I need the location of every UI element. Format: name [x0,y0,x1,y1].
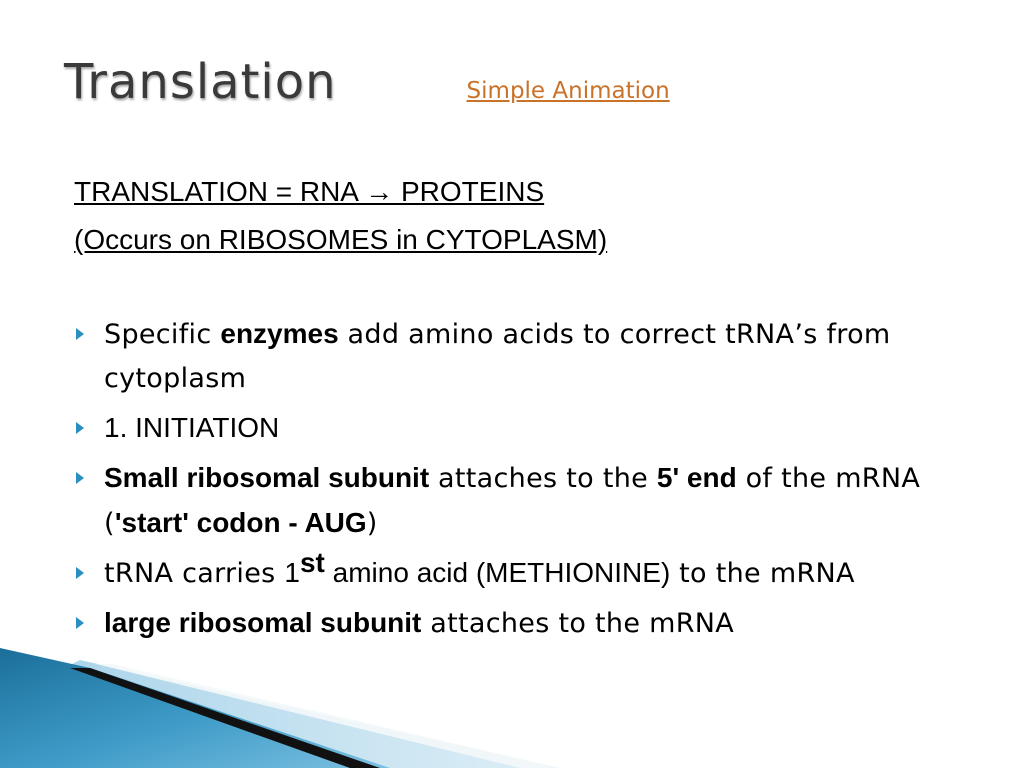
bullet-arrow-icon [76,567,84,579]
bullet-text: add amino acids to correct tRNA’s from cytoplasm [104,319,891,394]
corner-light-band [0,660,560,768]
bullet-text: Specific [104,319,221,350]
bullet-text: attaches to the [429,463,657,494]
bullet-text: 1 [284,557,300,588]
corner-white-stripe [96,664,560,768]
bullet-arrow-icon [76,422,84,434]
intro-line-translation: TRANSLATION = RNA → PROTEINS [74,176,545,207]
bullet-list [74,312,974,651]
bullet-text: 1. INITIATION [104,412,280,443]
bullet-text: attaches to the mRNA [421,608,735,639]
intro-line-location: (Occurs on RIBOSOMES in CYTOPLASM) [74,224,608,255]
slide-title: Translation [64,54,337,110]
bullet-text: amino acid (METHIONINE) [324,557,671,588]
bullet-bold-text: Small ribosomal subunit [104,462,430,493]
bullet-arrow-icon [76,617,84,629]
bullet-text: to the mRNA [670,558,855,589]
bullet-arrow-icon [76,472,84,484]
corner-blue-band [0,648,390,768]
bullet-small-subunit [74,456,974,546]
intro-block [74,168,607,264]
bullet-arrow-icon [76,328,84,340]
bullet-bold-text: large ribosomal subunit [104,607,422,638]
corner-dark-stripe [70,668,380,768]
bullet-large-subunit [74,601,974,646]
bullet-enzymes [74,312,974,401]
bullet-text: tRNA carries [104,558,285,589]
title-row [64,54,670,110]
simple-animation-link[interactable]: Simple Animation [466,78,670,104]
bullet-trna [74,547,974,596]
bullet-superscript: st [299,547,325,578]
bullet-bold-text: 'start' codon - AUG [114,507,367,538]
bullet-text: ) [366,508,378,539]
bullet-bold-text: enzymes [220,318,339,349]
bullet-bold-text: 5' end [656,462,737,493]
bullet-text: of the mRNA ( [104,463,921,539]
bullet-initiation [74,406,974,451]
